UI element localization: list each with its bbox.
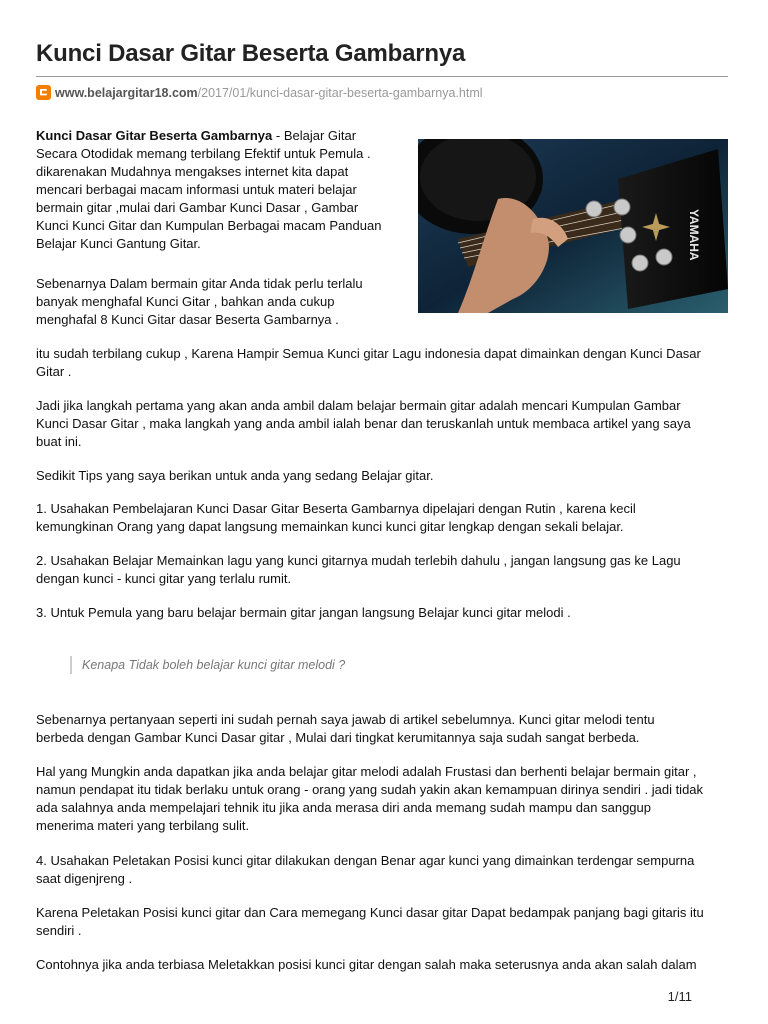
intro-line: Belajar Kunci Gantung Gitar. (36, 236, 201, 251)
paragraph-line: buat ini. (36, 434, 82, 449)
paragraph-line: saat digenjreng . (36, 871, 133, 886)
source-path[interactable]: /2017/01/kunci-dasar-gitar-beserta-gambarnya.html (197, 85, 483, 100)
paragraph-line: itu sudah terbilang cukup , Karena Hampir Semua Kunci gitar Lagu indonesia dapat dimainkan dengan Kunci Dasar (36, 346, 701, 361)
paragraph-line: Contohnya jika anda terbiasa Meletakkan posisi kunci gitar dengan salah maka seterusnya anda akan salah dalam (36, 957, 697, 972)
paragraph-line: Kunci Dasar Gitar , maka langkah yang anda ambil ialah benar dan teruskanlah untuk membaca artikel yang saya (36, 416, 691, 431)
paragraph-line: Gitar . (36, 364, 72, 379)
paragraph-line: kemungkinan Orang yang dapat langsung memainkan kunci kunci gitar lengkap dengan sekali belajar. (36, 519, 624, 534)
brand-text: YAMAHA (687, 209, 701, 261)
source-domain[interactable]: www.belajargitar18.com (55, 85, 198, 100)
paragraph (36, 763, 728, 835)
article-title: Kunci Dasar Gitar Beserta Gambarnya (36, 40, 466, 67)
para2-line: menghafal 8 Kunci Gitar dasar Beserta Gambarnya . (36, 312, 339, 327)
paragraph (36, 904, 728, 940)
intro-line: bermain gitar ,mulai dari Gambar Kunci Dasar , Gambar (36, 200, 359, 215)
paragraph (36, 852, 728, 888)
para2-line: banyak menghafal Kunci Gitar , bahkan anda cukup (36, 294, 335, 309)
paragraph (36, 345, 728, 381)
paragraph-line: Sebenarnya pertanyaan seperti ini sudah pernah saya jawab di artikel sebelumnya. Kunci gitar melodi tentu (36, 712, 655, 727)
paragraph (36, 467, 728, 485)
paragraph-line: sendiri . (36, 923, 82, 938)
title-divider (36, 76, 728, 77)
intro-line1-rest: - Belajar Gitar (272, 128, 357, 143)
paragraph-line: ada salahnya anda mempelajari tehnik itu jika anda merasa diri anda memang sudah mampu dan sanggup (36, 800, 651, 815)
page-number: 1/11 (667, 989, 692, 1004)
paragraph-line: namun pendapat itu tidak berlaku untuk orang - orang yang sudah yakin akan kemampuan dirinya sendiri . jadi tidak (36, 782, 704, 797)
guitar-photo (418, 139, 728, 313)
intro-paragraph (36, 127, 406, 253)
paragraph-line: Jadi jika langkah pertama yang akan anda ambil dalam belajar bermain gitar adalah mencari Kumpulan Gambar (36, 398, 681, 413)
para2-line: Sebenarnya Dalam bermain gitar Anda tidak perlu terlalu (36, 276, 363, 291)
intro-line: Secara Otodidak memang terbilang Efektif untuk Pemula . (36, 146, 371, 161)
paragraph (36, 711, 728, 747)
intro-bold-lead: Kunci Dasar Gitar Beserta Gambarnya (36, 128, 273, 143)
intro-line: dikarenakan Mudahnya mengakses internet kita dapat (36, 164, 349, 179)
paragraph-line: menerima materi yang terbilang sulit. (36, 818, 250, 833)
paragraph (36, 604, 728, 622)
blockquote: Kenapa Tidak boleh belajar kunci gitar melodi ? (70, 656, 345, 674)
paragraph-line: 4. Usahakan Peletakan Posisi kunci gitar dilakukan dengan Benar agar kunci yang dimainkan terdengar sempurna (36, 853, 695, 868)
paragraph (36, 552, 728, 588)
intro-line: mencari berbagai macam informasi untuk materi belajar (36, 182, 357, 197)
paragraph-line: Sedikit Tips yang saya berikan untuk anda yang sedang Belajar gitar. (36, 468, 434, 483)
paragraph (36, 397, 728, 451)
paragraph-line: Hal yang Mungkin anda dapatkan jika anda belajar gitar melodi adalah Frustasi dan berhenti belajar bermain gitar , (36, 764, 697, 779)
paragraph-line: Karena Peletakan Posisi kunci gitar dan Cara memegang Kunci dasar gitar Dapat bedampak panjang bagi gitaris itu (36, 905, 704, 920)
paragraph-line: 2. Usahakan Belajar Memainkan lagu yang kunci gitarnya mudah terlebih dahulu , jangan langsung gas ke Lagu (36, 553, 681, 568)
blogger-icon (36, 85, 51, 100)
paragraph (36, 500, 728, 536)
source-link[interactable] (36, 85, 483, 100)
paragraph-line: berbeda dengan Gambar Kunci Dasar gitar , Mulai dari tingkat kerumitannya saja sudah sangat berbeda. (36, 730, 640, 745)
intro-line: Kunci Kunci Gitar dan Kumpulan Berbagai macam Panduan (36, 218, 382, 233)
paragraph-line: dengan kunci - kunci gitar yang terlalu rumit. (36, 571, 292, 586)
paragraph-line: 1. Usahakan Pembelajaran Kunci Dasar Gitar Beserta Gambarnya dipelajari dengan Rutin , karena kecil (36, 501, 636, 516)
paragraph-2 (36, 275, 406, 329)
paragraph (36, 956, 728, 974)
paragraph-line: 3. Untuk Pemula yang baru belajar bermain gitar jangan langsung Belajar kunci gitar melodi . (36, 605, 571, 620)
